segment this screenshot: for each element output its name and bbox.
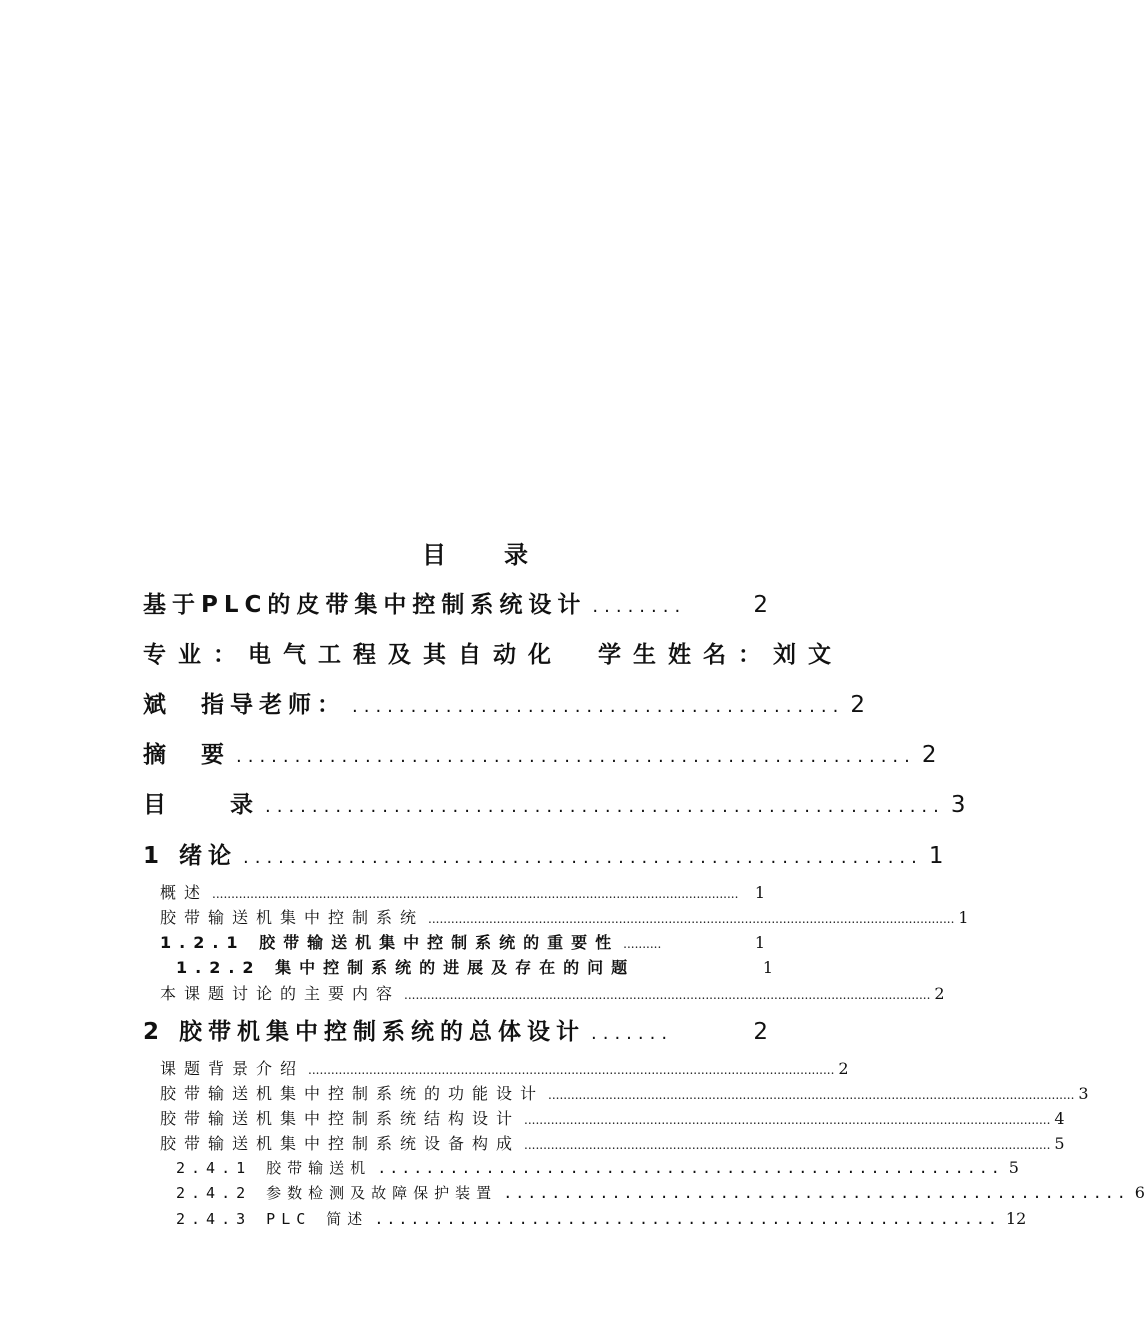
toc-leader-dots: ..........................................: [352, 696, 845, 717]
toc-leader-dots: ..........................................................................................................................................: [548, 1088, 1075, 1102]
toc-entry-advisor[interactable]: [143, 686, 865, 720]
toc-entry-2-4-3[interactable]: [176, 1208, 1027, 1232]
toc-leader-dots: ..........................................................................................................................................: [308, 1063, 835, 1077]
toc-entry-page: 6: [1134, 1183, 1145, 1202]
toc-entry-title: 1.2.2 集中控制系统的进展及存在的问题: [176, 958, 636, 977]
toc-leader-dots: ..........................................................: [265, 796, 945, 817]
toc-leader-dots: ..........................................................................................................................................: [212, 887, 739, 901]
toc-entry-author-line: [143, 636, 843, 669]
toc-entry-title: 2 胶带机集中控制系统的总体设计: [143, 1019, 586, 1045]
toc-leader-dots: ....................................................: [374, 1210, 1000, 1228]
toc-entry-title: 胶带输送机集中控制系统: [160, 908, 425, 927]
toc-entry-page: 3: [950, 792, 966, 818]
toc-leader-dots: ..........................................................................................................................................: [524, 1138, 1051, 1152]
toc-entry-2-3[interactable]: [160, 1106, 1065, 1130]
toc-entry-1-1[interactable]: [160, 880, 765, 904]
toc-entry-title: 2.4.3 PLC 简述: [176, 1210, 369, 1228]
toc-entry-title: 课题背景介绍: [160, 1059, 305, 1078]
toc-leader-dots: ..........................................................: [236, 746, 916, 767]
toc-leader-dots: ....................................................: [377, 1159, 1003, 1177]
toc-entry-title: 1 绪论: [143, 843, 238, 869]
toc-entry-page: 1: [928, 843, 944, 869]
toc-entry-page: 2: [753, 1019, 768, 1045]
toc-entry-title: 胶带输送机集中控制系统设备构成: [160, 1134, 521, 1153]
toc-entry-thesis-title[interactable]: [143, 586, 768, 620]
toc-entry-title: 目 录: [143, 792, 259, 818]
toc-entry-1-2[interactable]: [160, 905, 969, 929]
toc-entry-title: 基于PLC的皮带集中控制系统设计: [143, 592, 587, 618]
toc-entry-title: 1.2.1 胶带输送机集中控制系统的重要性: [160, 933, 620, 952]
toc-entry-title: 概述: [160, 883, 209, 902]
toc-leader-dots: .......: [591, 1023, 674, 1044]
toc-entry-title: 胶带输送机集中控制系统结构设计: [160, 1109, 521, 1128]
toc-heading: [0, 535, 950, 570]
toc-entry-page: 5: [1054, 1134, 1065, 1153]
toc-entry-1-2-1[interactable]: [160, 930, 765, 954]
toc-entry-page: 5: [1008, 1158, 1019, 1177]
toc-entry-title: 专业：电气工程及其自动化 学生姓名：刘文: [143, 642, 843, 668]
toc-entry-page: 1: [754, 883, 765, 902]
toc-entry-page: 1: [762, 958, 773, 977]
toc-entry-page: 2: [850, 692, 865, 718]
toc-entry-abstract[interactable]: [143, 736, 937, 770]
toc-entry-2-4-2[interactable]: [176, 1182, 1145, 1206]
toc-entry-title: 2.4.1 胶带输送机: [176, 1159, 372, 1177]
toc-leader-dots: ..........................................................................................................................................: [524, 1113, 1051, 1127]
toc-entry-title: 2.4.2 参数检测及故障保护装置: [176, 1184, 498, 1202]
toc-heading-char-1: 目: [422, 541, 446, 569]
toc-entry-page: 1: [958, 908, 969, 927]
toc-leader-dots: ....................................................: [503, 1184, 1129, 1202]
toc-entry-2-4[interactable]: [160, 1131, 1065, 1155]
toc-leader-dots: ..........................................................: [243, 847, 923, 868]
toc-leader-dots: ..........................................................................................................................................: [428, 912, 955, 926]
toc-entry-page: 4: [1054, 1109, 1065, 1128]
toc-entry-chapter-2[interactable]: [143, 1013, 768, 1047]
toc-entry-2-2[interactable]: [160, 1081, 1089, 1105]
toc-entry-page: 2: [934, 984, 945, 1003]
toc-entry-page: 2: [753, 592, 768, 618]
toc-entry-title: 摘 要: [143, 742, 230, 768]
toc-entry-chapter-1[interactable]: [143, 837, 944, 871]
toc-entry-page: 1: [754, 933, 765, 952]
toc-entry-contents[interactable]: [143, 786, 966, 820]
toc-entry-title: 胶带输送机集中控制系统的功能设计: [160, 1084, 545, 1103]
toc-heading-char-2: 录: [504, 541, 528, 569]
toc-entry-page: 2: [921, 742, 937, 768]
toc-entry-page: 12: [1005, 1209, 1027, 1228]
toc-entry-page: 3: [1078, 1084, 1089, 1103]
toc-entry-page: 2: [838, 1059, 849, 1078]
toc-leader-dots: ..........................................................................................................................................: [404, 988, 931, 1002]
toc-entry-1-2-2[interactable]: [176, 955, 773, 979]
toc-entry-1-3[interactable]: [160, 981, 945, 1005]
toc-leader-dots: ..........: [623, 937, 662, 951]
toc-entry-2-4-1[interactable]: [176, 1157, 1019, 1181]
toc-leader-dots: ........: [592, 596, 687, 617]
toc-entry-2-1[interactable]: [160, 1056, 849, 1080]
toc-entry-title: 本课题讨论的主要内容: [160, 984, 401, 1003]
toc-entry-title: 斌 指导老师：: [143, 692, 346, 718]
